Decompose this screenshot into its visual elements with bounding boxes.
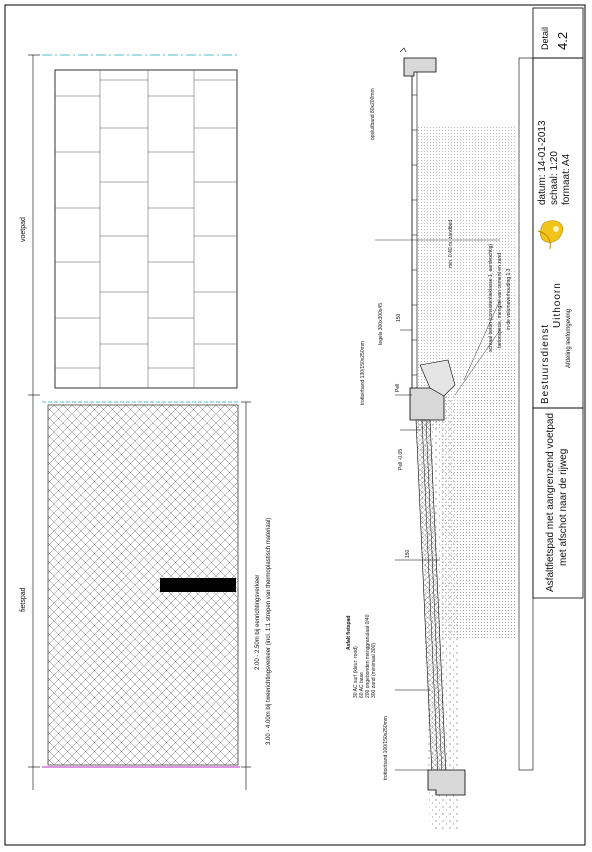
detail-label: Detail (540, 26, 550, 50)
pell-top-label: Pell (395, 383, 401, 392)
cross-section (375, 48, 515, 830)
org-name-line3: Afdeling leefomgeving (566, 308, 572, 368)
dim-150-top: 150 (396, 313, 402, 322)
title-block (519, 8, 583, 770)
voetpad-label: voetpad (20, 217, 27, 242)
voetpad-tiles (55, 70, 237, 388)
schraal-beton-label: schraal beton (consistentieklasse 1, aardvochtig) (488, 243, 494, 352)
lane-marking-bar (160, 578, 236, 592)
org-name-line1: Bestuursdienst (540, 323, 551, 404)
beton-note-1: betonspecie, mengsel van cement en zand (497, 252, 503, 348)
plan-view (28, 55, 251, 790)
org-name-line2: Uithoorn (552, 282, 563, 328)
fietspad-label: fietspad (20, 587, 27, 612)
trottoirband-top-label: trottoirband 130/150x250mm (360, 341, 366, 405)
pell-005-label: Pell -0.05 (398, 448, 404, 470)
format-text: formaat: A4 (561, 153, 572, 205)
date-text: datum: 14-01-2013 (537, 120, 548, 205)
min-zandbed-label: min. 0.40 m. zandbed (448, 219, 454, 268)
drawing-title-line2: met afschot naar de rijweg (558, 448, 569, 566)
opsluitband-label: opsluitband 80x200mm (370, 88, 376, 140)
trottoirband-bottom-label: trottoirband 100/150x250mm (383, 716, 389, 780)
dim-150-mid: 150 (405, 549, 411, 558)
opsluitband-block (404, 58, 436, 76)
asfalt-heading: Asfalt fietspad (346, 615, 352, 650)
tile-joints (412, 95, 417, 375)
drawing-title-line1: Asfaltfietspad met aangrenzend voetpad (545, 412, 556, 592)
beton-note-2: in de volumeverhouding 1:3 (506, 268, 512, 330)
asfalt-layer-4: 300 zand (minimaal 300) (371, 642, 377, 698)
uithoorn-logo (538, 221, 563, 249)
asfalt-layer-1: 30 AC surf (kleur: rood) (353, 646, 359, 698)
detail-number: 4.2 (555, 31, 570, 50)
plan-note-2: 3.00 - 4.00m bij tweerichtingsverkeer (incl. 1:1 strepen van thermoplastisch materiaal) (266, 517, 272, 745)
asfalt-layer-2: 60 AC base (359, 672, 365, 698)
plan-note-1: 2.00 - 2.50m bij eenrichtingsverkeer (255, 574, 261, 670)
scale-text: schaal: 1:20 (549, 151, 560, 205)
asfalt-layer-3: 200 ongebonden menggranulaat 0/40 (365, 614, 371, 698)
tegels-label: tegels 300x300x45 (378, 303, 384, 345)
